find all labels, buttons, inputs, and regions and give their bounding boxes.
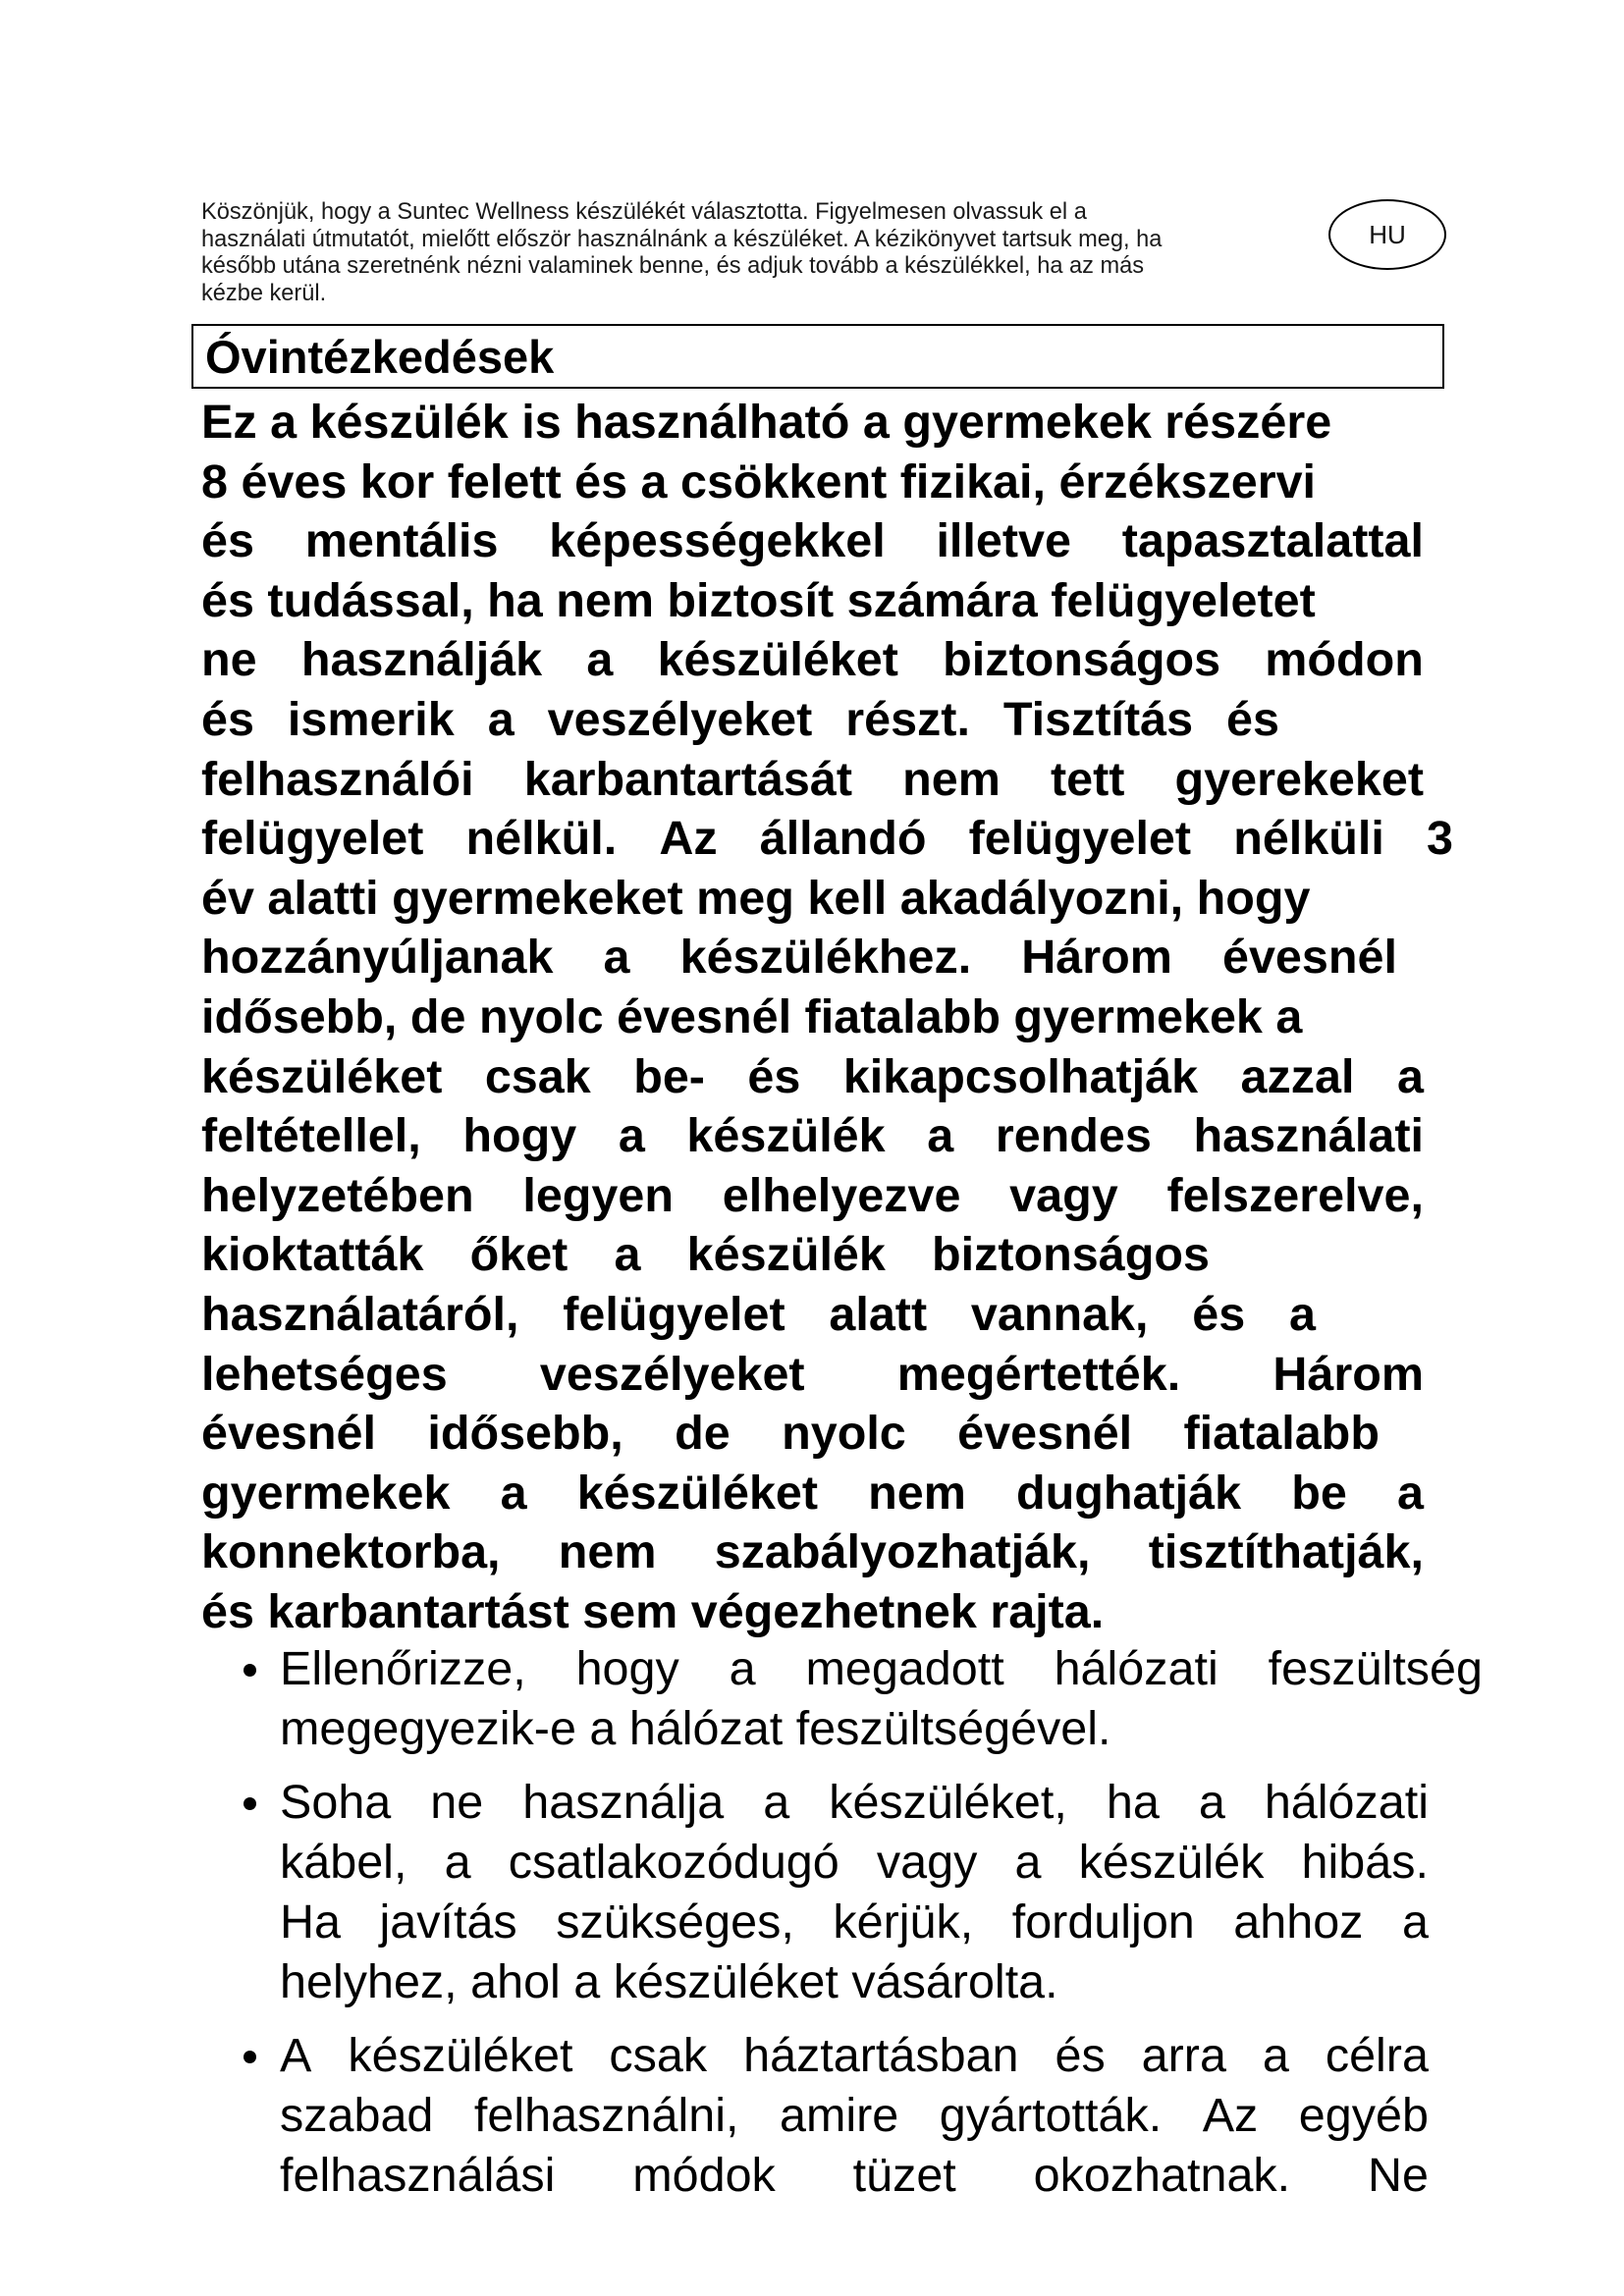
warning-line (201, 928, 1397, 988)
word: illetve (936, 514, 1071, 568)
word: egyéb (1298, 2089, 1429, 2142)
list-item-line (280, 1833, 1429, 1893)
word: a (1262, 2029, 1289, 2082)
word: ha (1106, 1776, 1160, 1829)
word: 3 (1426, 812, 1453, 866)
warning-paragraph (201, 393, 1453, 1641)
word: részt. (845, 692, 970, 746)
warning-line (201, 1464, 1424, 1523)
word: a (603, 931, 630, 985)
word: évesnél (1221, 931, 1397, 985)
word: helyzetében (201, 1168, 474, 1222)
word: feltétellel, (201, 1109, 421, 1163)
word: használják (300, 633, 543, 687)
word: nem (868, 1466, 966, 1520)
word: hogy (462, 1109, 577, 1163)
word: és (201, 514, 254, 568)
word: készüléket (576, 1466, 819, 1520)
word: őket (469, 1228, 568, 1282)
word: használati (1193, 1109, 1424, 1163)
list-item (226, 1639, 1483, 1759)
intro-line: Köszönjük, hogy a Suntec Wellness készülékét választotta. Figyelmesen olvassuk el a (201, 199, 1087, 225)
bullet-icon (244, 1797, 256, 1810)
word: csak (609, 2029, 708, 2082)
warning-line (201, 1404, 1380, 1464)
word: állandó (759, 812, 927, 866)
word: idősebb, (427, 1407, 623, 1461)
list-item-line (280, 1773, 1429, 1833)
word: a (500, 1466, 527, 1520)
word: nem (558, 1525, 657, 1579)
word: évesnél (957, 1407, 1133, 1461)
warning-line (201, 1225, 1210, 1285)
word: vagy (1009, 1168, 1118, 1222)
word: felügyelet (968, 812, 1192, 866)
word: készüléket (201, 1049, 443, 1103)
section-title: Óvintézkedések (205, 331, 555, 383)
word: készüléket (657, 633, 898, 687)
word: ne (430, 1776, 484, 1829)
word: és (201, 692, 254, 746)
word: a (444, 1836, 471, 1889)
word: Az (659, 812, 718, 866)
word: vannak, (970, 1287, 1149, 1341)
word: gyerekeket (1174, 752, 1424, 806)
word: veszélyeket (547, 692, 813, 746)
warning-line: és karbantartást sem végezhetnek rajta. (201, 1584, 1105, 1638)
word: fiatalabb (1183, 1407, 1380, 1461)
list-item-line (280, 1893, 1429, 1952)
word: tett (1050, 752, 1125, 806)
word: biztonságos (932, 1228, 1210, 1282)
list-item (226, 1773, 1483, 2012)
word: biztonságos (943, 633, 1221, 687)
word: megértették. (896, 1347, 1181, 1401)
word: be (1291, 1466, 1347, 1520)
word: tüzet (852, 2149, 956, 2202)
warning-line (201, 1047, 1424, 1107)
word: Tisztítás (1002, 692, 1194, 746)
word: felügyelet (201, 812, 424, 866)
list-item-line: helyhez, ahol a készüléket vásárolta. (280, 1955, 1058, 2008)
word: képességekkel (549, 514, 886, 568)
warning-line: idősebb, de nyolc évesnél fiatalabb gyermekek a (201, 989, 1303, 1043)
list-item-line (280, 2026, 1429, 2086)
list-item (226, 2026, 1483, 2206)
word: kábel, (280, 1836, 407, 1889)
list-item-line (280, 2146, 1429, 2206)
word: felszerelve, (1166, 1168, 1424, 1222)
word: felhasználni, (473, 2089, 739, 2142)
word: kérjük, (833, 1896, 974, 1949)
warning-line (201, 1522, 1424, 1582)
word: ismerik (287, 692, 455, 746)
word: módon (1265, 633, 1424, 687)
word: a (1289, 1287, 1316, 1341)
warning-line: és tudással, ha nem biztosít számára felügyeletet (201, 573, 1316, 627)
warning-line (201, 1285, 1316, 1345)
word: a (1396, 1049, 1424, 1103)
intro-line: használati útmutatót, mielőtt először használnánk a készüléket. A kézikönyvet tartsuk meg, ha (201, 226, 1163, 252)
word: veszélyeket (539, 1347, 805, 1401)
word: Az (1202, 2089, 1259, 2142)
word: a (614, 1228, 641, 1282)
word: hálózati (1264, 1776, 1429, 1829)
word: hálózati (1054, 1642, 1218, 1695)
word: rendes (995, 1109, 1152, 1163)
word: karbantartását (523, 752, 852, 806)
word: legyen (522, 1168, 675, 1222)
warning-line (201, 690, 1279, 750)
word: és (1225, 692, 1279, 746)
word: nyolc (782, 1407, 906, 1461)
word: és (747, 1049, 801, 1103)
intro-line: később utána szeretnénk nézni valaminek benne, és adjuk tovább a készülékkel, ha az más (201, 253, 1145, 279)
word: A (280, 2029, 312, 2082)
word: amire (780, 2089, 899, 2142)
word: tisztíthatják, (1148, 1525, 1424, 1579)
word: mentális (304, 514, 499, 568)
word: felhasználói (201, 752, 474, 806)
list-item-line (280, 2086, 1429, 2146)
word: arra (1141, 2029, 1226, 2082)
word: vagy (876, 1836, 978, 1889)
warning-line (201, 1166, 1424, 1226)
word: csak (484, 1049, 591, 1103)
word: ahhoz (1233, 1896, 1364, 1949)
word: szükséges, (556, 1896, 794, 1949)
word: a (1198, 1776, 1225, 1829)
word: és (1192, 1287, 1246, 1341)
warning-line: év alatti gyermekeket meg kell akadályozni, hogy (201, 871, 1311, 925)
word: Ha (280, 1896, 341, 1949)
word: felhasználási (280, 2149, 556, 2202)
word: feszültség (1268, 1642, 1483, 1695)
word: a (586, 633, 614, 687)
word: módok (632, 2149, 776, 2202)
word: okozhatnak. (1033, 2149, 1291, 2202)
word: Ne (1367, 2149, 1429, 2202)
word: a (618, 1109, 645, 1163)
word: hibás. (1301, 1836, 1429, 1889)
precautions-list (226, 1639, 1483, 2219)
word: nélküli (1233, 812, 1384, 866)
word: készülék (1078, 1836, 1265, 1889)
warning-line: Ez a készülék is használható a gyermekek részére (201, 396, 1332, 449)
word: használja (522, 1776, 725, 1829)
word: nem (902, 752, 1001, 806)
warning-line (201, 1106, 1424, 1166)
word: szabályozhatják, (714, 1525, 1091, 1579)
word: a (487, 692, 514, 746)
word: gyártották. (939, 2089, 1163, 2142)
warning-line (201, 750, 1424, 810)
word: Soha (280, 1776, 392, 1829)
word: szabad (280, 2089, 434, 2142)
word: Ellenőrizze, (280, 1642, 526, 1695)
word: készülék (686, 1228, 886, 1282)
word: elhelyezve (722, 1168, 961, 1222)
word: csatlakozódugó (508, 1836, 839, 1889)
word: kioktatták (201, 1228, 424, 1282)
word: de (675, 1407, 731, 1461)
word: Három (1021, 931, 1172, 985)
warning-line: 8 éves kor felett és a csökkent fizikai, érzékszervi (201, 454, 1317, 508)
word: használatáról, (201, 1287, 519, 1341)
word: és (1055, 2029, 1106, 2082)
warning-line (201, 809, 1453, 869)
word: nélkül. (465, 812, 618, 866)
word: konnektorba, (201, 1525, 501, 1579)
word: a (729, 1642, 756, 1695)
word: háztartásban (743, 2029, 1019, 2082)
word: megadott (805, 1642, 1004, 1695)
intro-line: kézbe kerül. (201, 280, 327, 306)
word: gyermekek (201, 1466, 451, 1520)
word: készülék (686, 1109, 886, 1163)
warning-line (201, 1345, 1424, 1405)
list-item-line: megegyezik-e a hálózat feszültségével. (280, 1702, 1111, 1755)
word: célra (1325, 2029, 1429, 2082)
bullet-icon (244, 2051, 256, 2063)
word: Három (1272, 1347, 1424, 1401)
word: a (927, 1109, 954, 1163)
word: forduljon (1011, 1896, 1195, 1949)
word: hozzányúljanak (201, 931, 554, 985)
word: be- (633, 1049, 705, 1103)
word: azzal (1240, 1049, 1355, 1103)
word: a (1014, 1836, 1042, 1889)
word: hogy (575, 1642, 679, 1695)
word: javítás (379, 1896, 517, 1949)
word: tapasztalattal (1121, 514, 1424, 568)
word: a (1396, 1466, 1424, 1520)
language-badge: HU (1328, 199, 1446, 270)
word: évesnél (201, 1407, 376, 1461)
warning-line (201, 630, 1424, 690)
word: lehetséges (201, 1347, 448, 1401)
section-header-box (191, 324, 1444, 389)
warning-line (201, 511, 1424, 571)
word: készülékhez. (679, 931, 972, 985)
word: készüléket, (829, 1776, 1067, 1829)
word: kikapcsolhatják (842, 1049, 1199, 1103)
word: dughatják (1016, 1466, 1242, 1520)
list-item-line (280, 1639, 1483, 1699)
word: ne (201, 633, 257, 687)
word: alatt (829, 1287, 928, 1341)
word: a (763, 1776, 790, 1829)
word: készüléket (348, 2029, 573, 2082)
intro-paragraph (201, 199, 1301, 307)
word: a (1401, 1896, 1429, 1949)
bullet-icon (244, 1664, 256, 1677)
word: felügyelet (563, 1287, 785, 1341)
